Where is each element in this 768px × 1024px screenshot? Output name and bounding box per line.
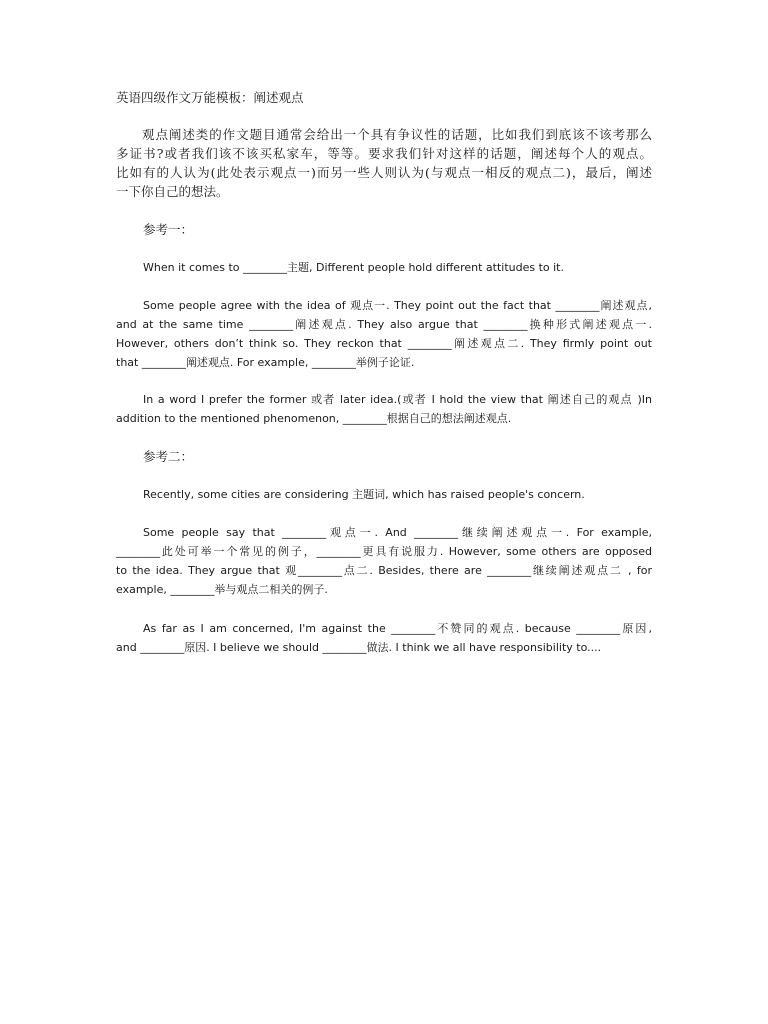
paragraph-line: to the idea. They argue that 观________点二. Besides, there are ________继续阐述观点二 , for (116, 564, 652, 577)
paragraph-line: that ________阐述观点. For example, ________举例子论证. (116, 356, 415, 369)
intro-line: 比如有的人认为(此处表示观点一)而另一些人则认为(与观点一相反的观点二)，最后，阐述 (116, 165, 652, 180)
reference-two-paragraph-1 (116, 485, 652, 504)
reference-one-heading: 参考一： (143, 222, 194, 237)
paragraph-line: Recently, some cities are considering 主题词, which has raised people's concern. (143, 488, 585, 501)
paragraph-line: However, others don’t think so. They reckon that ________阐述观点二. They firmly point out (116, 337, 652, 350)
paragraph-line: addition to the mentioned phenomenon, ________根据自己的想法阐述观点. (116, 412, 512, 425)
paragraph-line: Some people agree with the idea of 观点一. They point out the fact that ________阐述观点, (143, 299, 652, 312)
paragraph-line: In a word I prefer the former 或者 later idea.(或者 I hold the view that 阐述自己的观点 )In (143, 393, 652, 406)
reference-two-paragraph-3 (116, 619, 652, 657)
reference-one-paragraph-1 (116, 258, 652, 277)
paragraph-line: ________此处可举一个常见的例子，________更具有说服力. However, some others are opposed (116, 545, 652, 558)
paragraph-line: and at the same time ________阐述观点. They also argue that ________换种形式阐述观点一. (116, 318, 652, 331)
paragraph-line: Some people say that ________观点一. And ________继续阐述观点一. For example, (143, 526, 652, 539)
paragraph-line: When it comes to ________主题, Different people hold different attitudes to it. (143, 261, 564, 274)
reference-two-paragraph-2 (116, 523, 652, 599)
intro-line: 一下你自己的想法。 (116, 184, 229, 199)
reference-one-paragraph-3 (116, 390, 652, 428)
paragraph-line: example, ________举与观点二相关的例子. (116, 583, 328, 596)
paragraph-line: As far as I am concerned, I'm against the ________不赞同的观点. because ________原因, (143, 622, 652, 635)
intro-paragraph (116, 125, 652, 201)
document-title: 英语四级作文万能模板：阐述观点 (116, 90, 304, 105)
intro-line: 多证书?或者我们该不该买私家车，等等。要求我们针对这样的话题，阐述每个人的观点。 (116, 146, 652, 161)
paragraph-line: and ________原因. I believe we should ________做法. I think we all have responsibility to.... (116, 641, 602, 654)
reference-one-paragraph-2 (116, 296, 652, 372)
intro-line: 观点阐述类的作文题目通常会给出一个具有争议性的话题，比如我们到底该不该考那么 (142, 127, 652, 142)
reference-two-heading: 参考二： (143, 449, 194, 464)
